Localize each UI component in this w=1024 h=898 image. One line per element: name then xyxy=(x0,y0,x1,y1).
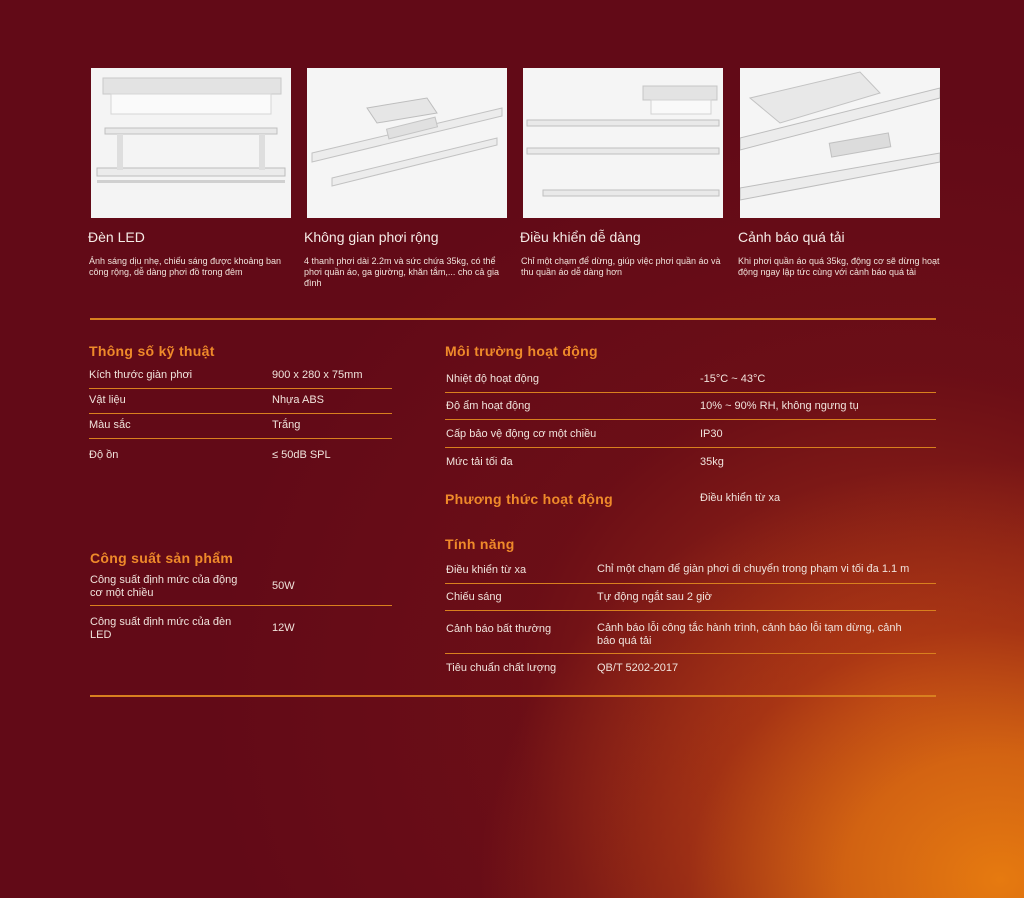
function-label: Chiếu sáng xyxy=(446,591,502,603)
divider xyxy=(90,605,392,606)
divider-top xyxy=(90,318,936,320)
overload-rack-image xyxy=(740,68,940,218)
power-label: Công suất định mức của đèn LED xyxy=(90,616,232,641)
spec-value: Trắng xyxy=(272,419,301,431)
method-title: Phương thức hoạt động xyxy=(445,491,613,507)
divider xyxy=(445,653,936,654)
env-value: -15°C ~ 43°C xyxy=(700,373,766,385)
feature-title-overload: Cảnh báo quá tải xyxy=(738,229,845,245)
divider xyxy=(445,583,936,584)
function-value: Tự động ngắt sau 2 giờ xyxy=(597,591,712,603)
method-value: Điều khiển từ xa xyxy=(700,492,781,504)
power-title: Công suất sản phẩm xyxy=(90,550,234,566)
env-value: 35kg xyxy=(700,456,724,468)
divider xyxy=(445,392,936,393)
specs-title: Thông số kỹ thuật xyxy=(89,343,215,359)
env-label: Nhiệt độ hoạt động xyxy=(446,373,539,385)
functions-title: Tính năng xyxy=(445,536,515,552)
env-label: Cấp bảo vệ động cơ một chiều xyxy=(446,428,597,440)
divider xyxy=(89,438,392,439)
divider-bottom xyxy=(90,695,936,697)
spec-label: Vật liệu xyxy=(89,394,126,406)
env-label: Độ ẩm hoạt động xyxy=(446,400,531,412)
power-value: 12W xyxy=(272,622,295,634)
feature-title-led: Đèn LED xyxy=(88,229,145,245)
function-label: Tiêu chuẩn chất lượng xyxy=(446,662,557,674)
feature-title-space: Không gian phơi rộng xyxy=(304,229,439,245)
feature-desc-overload: Khi phơi quần áo quá 35kg, động cơ sẽ dừng hoạt động ngay lập tức cùng với cảnh báo quá tải xyxy=(738,256,940,277)
function-label: Cảnh báo bất thường xyxy=(446,623,552,635)
feature-desc-control: Chỉ một chạm để dừng, giúp việc phơi quần áo và thu quần áo dễ dàng hơn xyxy=(521,256,721,277)
spec-label: Độ ồn xyxy=(89,449,119,461)
feature-title-control: Điều khiển dễ dàng xyxy=(520,229,641,245)
feature-desc-space: 4 thanh phơi dài 2.2m và sức chứa 35kg, có thể phơi quần áo, ga giường, khăn tắm,... cho cả gia đình xyxy=(304,256,499,288)
power-value: 50W xyxy=(272,580,295,592)
spec-value: Nhựa ABS xyxy=(272,394,325,406)
environment-title: Môi trường hoạt động xyxy=(445,343,598,359)
power-label: Công suất định mức của động cơ một chiều xyxy=(90,574,238,599)
function-value: Cảnh báo lỗi công tắc hành trình, cảnh báo lỗi tạm dừng, cảnh báo quá tải xyxy=(597,622,902,647)
spec-label: Kích thước giàn phơi xyxy=(89,369,193,381)
wide-rack-image xyxy=(307,68,507,218)
spec-value: ≤ 50dB SPL xyxy=(272,449,331,461)
divider xyxy=(445,419,936,420)
control-rack-image xyxy=(523,68,723,218)
divider xyxy=(89,388,392,389)
divider xyxy=(445,610,936,611)
divider xyxy=(89,413,392,414)
divider xyxy=(445,447,936,448)
function-label: Điều khiển từ xa xyxy=(446,564,527,576)
env-value: IP30 xyxy=(700,428,723,440)
spec-label: Màu sắc xyxy=(89,419,131,431)
function-value: QB/T 5202-2017 xyxy=(597,662,679,674)
led-rack-image xyxy=(91,68,291,218)
spec-value: 900 x 280 x 75mm xyxy=(272,369,363,381)
function-value: Chỉ một chạm để giàn phơi di chuyển trong phạm vi tối đa 1.1 m xyxy=(597,563,910,575)
env-label: Mức tải tối đa xyxy=(446,456,513,468)
feature-desc-led: Ánh sáng dịu nhẹ, chiếu sáng được khoảng ban công rộng, dễ dàng phơi đồ trong đêm xyxy=(89,256,282,277)
env-value: 10% ~ 90% RH, không ngưng tụ xyxy=(700,400,859,412)
